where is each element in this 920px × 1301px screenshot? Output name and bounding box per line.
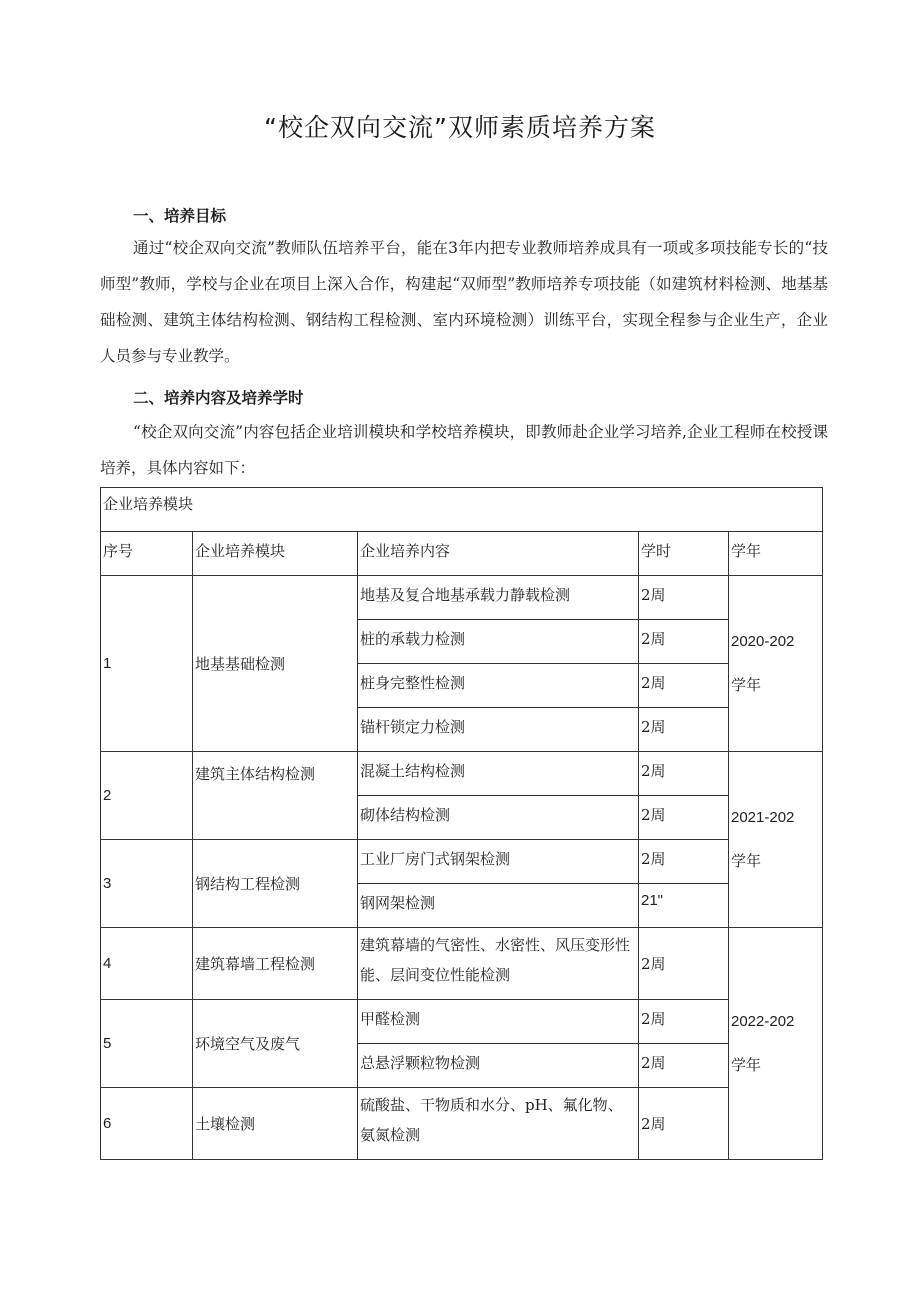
section-heading-content: 二、培养内容及培养学时 [133,389,304,407]
row-content: 混凝土结构检测 [358,752,639,796]
row-hours: 21" [639,884,729,928]
row-content: 钢网架检测 [358,884,639,928]
row-index: 3 [101,840,193,928]
row-index: 1 [101,576,193,752]
row-index: 4 [101,928,193,1000]
header-content: 企业培养内容 [358,532,639,576]
training-plan-table [100,487,823,1160]
row-module: 钢结构工程检测 [193,840,358,928]
goals-paragraph: 通过“校企双向交流”教师队伍培养平台，能在3年内把专业教师培养成具有一项或多项技能专长的“技师型”教师，学校与企业在项目上深入合作，构建起“双师型”教师培养专项技能（如建筑材料检测、地基基础检测、建筑主体结构检测、钢结构工程检测、室内环境检测）训练平台，实现全程参与企业生产，企业人员参与专业教学。 [100,239,828,365]
row-hours: 2周 [639,1088,729,1160]
row-year: 2021-202 学年 [729,752,823,928]
row-module: 土壤检测 [193,1088,358,1160]
header-index: 序号 [101,532,193,576]
row-content: 工业厂房门式钢架检测 [358,840,639,884]
document-title: “校企双向交流”双师素质培养方案 [264,113,656,142]
table-row [101,1000,823,1044]
table-row [101,1088,823,1160]
row-content: 地基及复合地基承载力静载检测 [358,576,639,620]
table-row [101,840,823,884]
table-row [101,928,823,1000]
row-content: 锚杆锁定力检测 [358,708,639,752]
header-year: 学年 [729,532,823,576]
row-index: 2 [101,752,193,840]
header-module: 企业培养模块 [193,532,358,576]
row-module: 地基基础检测 [193,576,358,752]
table-row [101,752,823,796]
row-hours: 2周 [639,1044,729,1088]
row-content: 建筑幕墙的气密性、水密性、风压变形性能、层间变位性能检测 [358,928,639,1000]
row-hours: 2周 [639,840,729,884]
row-hours: 2周 [639,576,729,620]
row-hours: 2周 [639,928,729,1000]
row-content: 硫酸盐、干物质和水分、pH、氟化物、氨氮检测 [358,1088,639,1160]
row-content: 甲醛检测 [358,1000,639,1044]
row-content: 桩身完整性检测 [358,664,639,708]
row-module: 建筑主体结构检测 [193,752,358,840]
row-content: 总悬浮颗粒物检测 [358,1044,639,1088]
row-index: 5 [101,1000,193,1088]
row-hours: 2周 [639,664,729,708]
row-hours: 2周 [639,796,729,840]
header-hours: 学时 [639,532,729,576]
content-paragraph: “校企双向交流”内容包括企业培训模块和学校培养模块，即教师赴企业学习培养,企业工程师在校授课培养，具体内容如下： [100,423,828,477]
table-caption: 企业培养模块 [101,488,823,532]
row-content: 砌体结构检测 [358,796,639,840]
row-hours: 2周 [639,752,729,796]
row-year: 2022-202 学年 [729,928,823,1160]
row-hours: 2周 [639,620,729,664]
row-module: 环境空气及废气 [193,1000,358,1088]
row-index: 6 [101,1088,193,1160]
table-row [101,576,823,620]
row-hours: 2周 [639,1000,729,1044]
row-module: 建筑幕墙工程检测 [193,928,358,1000]
section-heading-goals: 一、培养目标 [133,207,227,225]
table-header-row [101,532,823,576]
row-year: 2020-202 学年 [729,576,823,752]
row-content: 桩的承载力检测 [358,620,639,664]
table-caption-row [101,488,823,532]
row-hours: 2周 [639,708,729,752]
